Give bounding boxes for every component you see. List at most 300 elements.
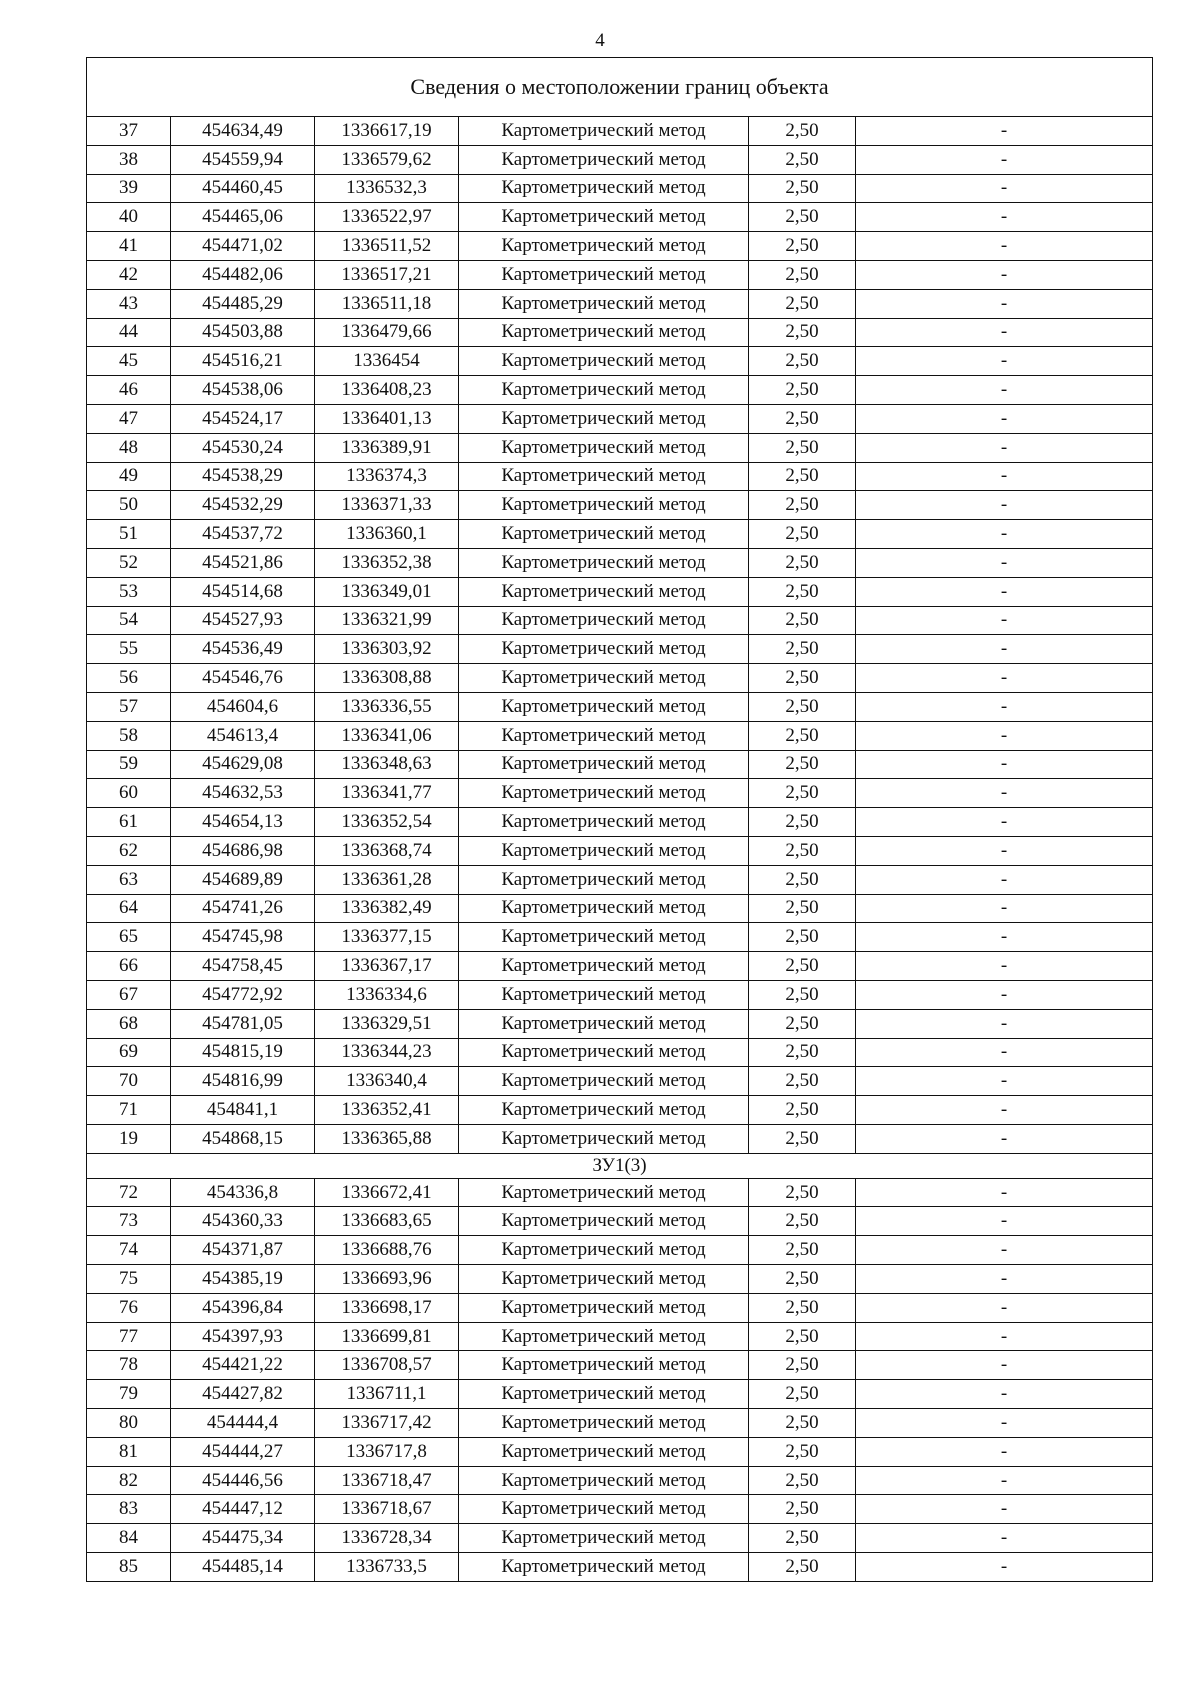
- table-row: [87, 1322, 1153, 1351]
- table-row: [87, 1067, 1153, 1096]
- point-number-cell: 39: [87, 174, 171, 203]
- description-cell: -: [856, 606, 1153, 635]
- table-row: [87, 635, 1153, 664]
- y-coordinate-cell: 1336377,15: [315, 923, 459, 952]
- x-coordinate-cell: 454444,4: [171, 1409, 315, 1438]
- y-coordinate-cell: 1336454: [315, 347, 459, 376]
- description-cell: -: [856, 1009, 1153, 1038]
- x-coordinate-cell: 454816,99: [171, 1067, 315, 1096]
- point-number-cell: 46: [87, 376, 171, 405]
- method-cell: Картометрический метод: [459, 923, 749, 952]
- x-coordinate-cell: 454741,26: [171, 894, 315, 923]
- table-row: [87, 808, 1153, 837]
- point-number-cell: 60: [87, 779, 171, 808]
- x-coordinate-cell: 454686,98: [171, 836, 315, 865]
- y-coordinate-cell: 1336579,62: [315, 145, 459, 174]
- accuracy-cell: 2,50: [749, 1038, 856, 1067]
- description-cell: -: [856, 318, 1153, 347]
- description-cell: -: [856, 203, 1153, 232]
- accuracy-cell: 2,50: [749, 606, 856, 635]
- description-cell: -: [856, 1236, 1153, 1265]
- method-cell: Картометрический метод: [459, 1437, 749, 1466]
- table-row: [87, 520, 1153, 549]
- description-cell: -: [856, 1437, 1153, 1466]
- y-coordinate-cell: 1336349,01: [315, 577, 459, 606]
- method-cell: Картометрический метод: [459, 1409, 749, 1438]
- y-coordinate-cell: 1336683,65: [315, 1207, 459, 1236]
- y-coordinate-cell: 1336329,51: [315, 1009, 459, 1038]
- accuracy-cell: 2,50: [749, 1265, 856, 1294]
- method-cell: Картометрический метод: [459, 260, 749, 289]
- accuracy-cell: 2,50: [749, 808, 856, 837]
- method-cell: Картометрический метод: [459, 750, 749, 779]
- point-number-cell: 19: [87, 1124, 171, 1153]
- table-row: [87, 117, 1153, 146]
- x-coordinate-cell: 454475,34: [171, 1524, 315, 1553]
- table-row: [87, 952, 1153, 981]
- x-coordinate-cell: 454485,14: [171, 1553, 315, 1582]
- point-number-cell: 66: [87, 952, 171, 981]
- method-cell: Картометрический метод: [459, 721, 749, 750]
- y-coordinate-cell: 1336717,42: [315, 1409, 459, 1438]
- y-coordinate-cell: 1336733,5: [315, 1553, 459, 1582]
- method-cell: Картометрический метод: [459, 1124, 749, 1153]
- x-coordinate-cell: 454527,93: [171, 606, 315, 635]
- description-cell: -: [856, 894, 1153, 923]
- point-number-cell: 83: [87, 1495, 171, 1524]
- point-number-cell: 62: [87, 836, 171, 865]
- table-row: [87, 1124, 1153, 1153]
- point-number-cell: 44: [87, 318, 171, 347]
- point-number-cell: 80: [87, 1409, 171, 1438]
- page-number: 4: [595, 30, 605, 51]
- accuracy-cell: 2,50: [749, 1009, 856, 1038]
- table-row: [87, 779, 1153, 808]
- accuracy-cell: 2,50: [749, 980, 856, 1009]
- method-cell: Картометрический метод: [459, 1067, 749, 1096]
- accuracy-cell: 2,50: [749, 260, 856, 289]
- method-cell: Картометрический метод: [459, 952, 749, 981]
- accuracy-cell: 2,50: [749, 1178, 856, 1207]
- x-coordinate-cell: 454745,98: [171, 923, 315, 952]
- table-row: [87, 203, 1153, 232]
- y-coordinate-cell: 1336365,88: [315, 1124, 459, 1153]
- x-coordinate-cell: 454868,15: [171, 1124, 315, 1153]
- accuracy-cell: 2,50: [749, 1524, 856, 1553]
- method-cell: Картометрический метод: [459, 664, 749, 693]
- y-coordinate-cell: 1336389,91: [315, 433, 459, 462]
- method-cell: Картометрический метод: [459, 433, 749, 462]
- point-number-cell: 79: [87, 1380, 171, 1409]
- y-coordinate-cell: 1336308,88: [315, 664, 459, 693]
- point-number-cell: 85: [87, 1553, 171, 1582]
- accuracy-cell: 2,50: [749, 865, 856, 894]
- x-coordinate-cell: 454654,13: [171, 808, 315, 837]
- description-cell: -: [856, 779, 1153, 808]
- description-cell: -: [856, 664, 1153, 693]
- table-row: [87, 1466, 1153, 1495]
- point-number-cell: 40: [87, 203, 171, 232]
- table-row: [87, 318, 1153, 347]
- x-coordinate-cell: 454465,06: [171, 203, 315, 232]
- table-row: [87, 1409, 1153, 1438]
- method-cell: Картометрический метод: [459, 779, 749, 808]
- point-number-cell: 50: [87, 491, 171, 520]
- y-coordinate-cell: 1336340,4: [315, 1067, 459, 1096]
- point-number-cell: 65: [87, 923, 171, 952]
- y-coordinate-cell: 1336672,41: [315, 1178, 459, 1207]
- table-row: [87, 923, 1153, 952]
- accuracy-cell: 2,50: [749, 779, 856, 808]
- method-cell: Картометрический метод: [459, 1322, 749, 1351]
- description-cell: -: [856, 117, 1153, 146]
- table-row: [87, 347, 1153, 376]
- x-coordinate-cell: 454360,33: [171, 1207, 315, 1236]
- table-row: [87, 232, 1153, 261]
- point-number-cell: 84: [87, 1524, 171, 1553]
- table-row: [87, 289, 1153, 318]
- method-cell: Картометрический метод: [459, 836, 749, 865]
- accuracy-cell: 2,50: [749, 145, 856, 174]
- table-row: [87, 1495, 1153, 1524]
- x-coordinate-cell: 454841,1: [171, 1096, 315, 1125]
- x-coordinate-cell: 454336,8: [171, 1178, 315, 1207]
- table-row: [87, 664, 1153, 693]
- y-coordinate-cell: 1336479,66: [315, 318, 459, 347]
- table-row: [87, 865, 1153, 894]
- point-number-cell: 55: [87, 635, 171, 664]
- description-cell: -: [856, 836, 1153, 865]
- y-coordinate-cell: 1336718,67: [315, 1495, 459, 1524]
- accuracy-cell: 2,50: [749, 836, 856, 865]
- table-row: [87, 1096, 1153, 1125]
- description-cell: -: [856, 548, 1153, 577]
- x-coordinate-cell: 454427,82: [171, 1380, 315, 1409]
- table-row: [87, 836, 1153, 865]
- accuracy-cell: 2,50: [749, 1293, 856, 1322]
- y-coordinate-cell: 1336522,97: [315, 203, 459, 232]
- y-coordinate-cell: 1336341,06: [315, 721, 459, 750]
- accuracy-cell: 2,50: [749, 232, 856, 261]
- description-cell: -: [856, 1553, 1153, 1582]
- accuracy-cell: 2,50: [749, 1380, 856, 1409]
- accuracy-cell: 2,50: [749, 548, 856, 577]
- y-coordinate-cell: 1336688,76: [315, 1236, 459, 1265]
- description-cell: -: [856, 750, 1153, 779]
- method-cell: Картометрический метод: [459, 1293, 749, 1322]
- description-cell: -: [856, 1495, 1153, 1524]
- table-row: [87, 548, 1153, 577]
- boundary-coordinates-table: [86, 57, 1153, 1582]
- x-coordinate-cell: 454815,19: [171, 1038, 315, 1067]
- accuracy-cell: 2,50: [749, 952, 856, 981]
- method-cell: Картометрический метод: [459, 692, 749, 721]
- method-cell: Картометрический метод: [459, 1178, 749, 1207]
- y-coordinate-cell: 1336517,21: [315, 260, 459, 289]
- accuracy-cell: 2,50: [749, 117, 856, 146]
- accuracy-cell: 2,50: [749, 1437, 856, 1466]
- method-cell: Картометрический метод: [459, 347, 749, 376]
- table-row: [87, 894, 1153, 923]
- y-coordinate-cell: 1336352,38: [315, 548, 459, 577]
- accuracy-cell: 2,50: [749, 1124, 856, 1153]
- y-coordinate-cell: 1336728,34: [315, 1524, 459, 1553]
- x-coordinate-cell: 454371,87: [171, 1236, 315, 1265]
- point-number-cell: 68: [87, 1009, 171, 1038]
- x-coordinate-cell: 454444,27: [171, 1437, 315, 1466]
- description-cell: -: [856, 1524, 1153, 1553]
- point-number-cell: 77: [87, 1322, 171, 1351]
- y-coordinate-cell: 1336361,28: [315, 865, 459, 894]
- description-cell: -: [856, 433, 1153, 462]
- method-cell: Картометрический метод: [459, 232, 749, 261]
- accuracy-cell: 2,50: [749, 923, 856, 952]
- description-cell: -: [856, 1067, 1153, 1096]
- x-coordinate-cell: 454538,29: [171, 462, 315, 491]
- table-row: [87, 721, 1153, 750]
- x-coordinate-cell: 454521,86: [171, 548, 315, 577]
- point-number-cell: 71: [87, 1096, 171, 1125]
- y-coordinate-cell: 1336334,6: [315, 980, 459, 1009]
- description-cell: -: [856, 462, 1153, 491]
- description-cell: -: [856, 289, 1153, 318]
- description-cell: -: [856, 1038, 1153, 1067]
- method-cell: Картометрический метод: [459, 462, 749, 491]
- accuracy-cell: 2,50: [749, 318, 856, 347]
- x-coordinate-cell: 454514,68: [171, 577, 315, 606]
- table-row: [87, 1351, 1153, 1380]
- table-row: [87, 1038, 1153, 1067]
- accuracy-cell: 2,50: [749, 347, 856, 376]
- y-coordinate-cell: 1336336,55: [315, 692, 459, 721]
- point-number-cell: 67: [87, 980, 171, 1009]
- point-number-cell: 82: [87, 1466, 171, 1495]
- point-number-cell: 78: [87, 1351, 171, 1380]
- x-coordinate-cell: 454397,93: [171, 1322, 315, 1351]
- accuracy-cell: 2,50: [749, 376, 856, 405]
- y-coordinate-cell: 1336368,74: [315, 836, 459, 865]
- point-number-cell: 51: [87, 520, 171, 549]
- method-cell: Картометрический метод: [459, 1495, 749, 1524]
- table-row: [87, 750, 1153, 779]
- accuracy-cell: 2,50: [749, 1495, 856, 1524]
- y-coordinate-cell: 1336718,47: [315, 1466, 459, 1495]
- table-title-row: [87, 58, 1153, 117]
- table-row: [87, 577, 1153, 606]
- description-cell: -: [856, 1293, 1153, 1322]
- description-cell: -: [856, 260, 1153, 289]
- accuracy-cell: 2,50: [749, 174, 856, 203]
- y-coordinate-cell: 1336352,41: [315, 1096, 459, 1125]
- method-cell: Картометрический метод: [459, 1553, 749, 1582]
- method-cell: Картометрический метод: [459, 1236, 749, 1265]
- y-coordinate-cell: 1336693,96: [315, 1265, 459, 1294]
- section-header-row: [87, 1153, 1153, 1178]
- description-cell: -: [856, 865, 1153, 894]
- x-coordinate-cell: 454538,06: [171, 376, 315, 405]
- accuracy-cell: 2,50: [749, 577, 856, 606]
- method-cell: Картометрический метод: [459, 376, 749, 405]
- accuracy-cell: 2,50: [749, 404, 856, 433]
- y-coordinate-cell: 1336717,8: [315, 1437, 459, 1466]
- x-coordinate-cell: 454396,84: [171, 1293, 315, 1322]
- table-row: [87, 1380, 1153, 1409]
- method-cell: Картометрический метод: [459, 404, 749, 433]
- point-number-cell: 52: [87, 548, 171, 577]
- x-coordinate-cell: 454632,53: [171, 779, 315, 808]
- accuracy-cell: 2,50: [749, 289, 856, 318]
- y-coordinate-cell: 1336532,3: [315, 174, 459, 203]
- method-cell: Картометрический метод: [459, 548, 749, 577]
- description-cell: -: [856, 1322, 1153, 1351]
- accuracy-cell: 2,50: [749, 1409, 856, 1438]
- method-cell: Картометрический метод: [459, 145, 749, 174]
- method-cell: Картометрический метод: [459, 1009, 749, 1038]
- description-cell: -: [856, 1096, 1153, 1125]
- y-coordinate-cell: 1336344,23: [315, 1038, 459, 1067]
- point-number-cell: 64: [87, 894, 171, 923]
- description-cell: -: [856, 1409, 1153, 1438]
- point-number-cell: 59: [87, 750, 171, 779]
- point-number-cell: 49: [87, 462, 171, 491]
- x-coordinate-cell: 454758,45: [171, 952, 315, 981]
- table-row: [87, 1178, 1153, 1207]
- x-coordinate-cell: 454421,22: [171, 1351, 315, 1380]
- description-cell: -: [856, 808, 1153, 837]
- method-cell: Картометрический метод: [459, 1096, 749, 1125]
- y-coordinate-cell: 1336617,19: [315, 117, 459, 146]
- point-number-cell: 72: [87, 1178, 171, 1207]
- accuracy-cell: 2,50: [749, 750, 856, 779]
- method-cell: Картометрический метод: [459, 635, 749, 664]
- x-coordinate-cell: 454537,72: [171, 520, 315, 549]
- description-cell: -: [856, 980, 1153, 1009]
- accuracy-cell: 2,50: [749, 520, 856, 549]
- point-number-cell: 37: [87, 117, 171, 146]
- method-cell: Картометрический метод: [459, 894, 749, 923]
- description-cell: -: [856, 174, 1153, 203]
- point-number-cell: 75: [87, 1265, 171, 1294]
- description-cell: -: [856, 145, 1153, 174]
- x-coordinate-cell: 454503,88: [171, 318, 315, 347]
- table-row: [87, 1553, 1153, 1582]
- table-row: [87, 1207, 1153, 1236]
- x-coordinate-cell: 454629,08: [171, 750, 315, 779]
- accuracy-cell: 2,50: [749, 462, 856, 491]
- point-number-cell: 81: [87, 1437, 171, 1466]
- point-number-cell: 41: [87, 232, 171, 261]
- y-coordinate-cell: 1336352,54: [315, 808, 459, 837]
- accuracy-cell: 2,50: [749, 1351, 856, 1380]
- description-cell: -: [856, 1466, 1153, 1495]
- description-cell: -: [856, 577, 1153, 606]
- y-coordinate-cell: 1336303,92: [315, 635, 459, 664]
- description-cell: -: [856, 491, 1153, 520]
- accuracy-cell: 2,50: [749, 203, 856, 232]
- y-coordinate-cell: 1336382,49: [315, 894, 459, 923]
- y-coordinate-cell: 1336698,17: [315, 1293, 459, 1322]
- point-number-cell: 45: [87, 347, 171, 376]
- point-number-cell: 61: [87, 808, 171, 837]
- accuracy-cell: 2,50: [749, 1322, 856, 1351]
- y-coordinate-cell: 1336708,57: [315, 1351, 459, 1380]
- accuracy-cell: 2,50: [749, 664, 856, 693]
- table-row: [87, 1265, 1153, 1294]
- x-coordinate-cell: 454446,56: [171, 1466, 315, 1495]
- y-coordinate-cell: 1336341,77: [315, 779, 459, 808]
- description-cell: -: [856, 1265, 1153, 1294]
- method-cell: Картометрический метод: [459, 491, 749, 520]
- y-coordinate-cell: 1336371,33: [315, 491, 459, 520]
- y-coordinate-cell: 1336408,23: [315, 376, 459, 405]
- table-row: [87, 1236, 1153, 1265]
- description-cell: -: [856, 347, 1153, 376]
- x-coordinate-cell: 454604,6: [171, 692, 315, 721]
- x-coordinate-cell: 454447,12: [171, 1495, 315, 1524]
- description-cell: -: [856, 692, 1153, 721]
- method-cell: Картометрический метод: [459, 1207, 749, 1236]
- method-cell: Картометрический метод: [459, 520, 749, 549]
- method-cell: Картометрический метод: [459, 606, 749, 635]
- method-cell: Картометрический метод: [459, 980, 749, 1009]
- accuracy-cell: 2,50: [749, 1207, 856, 1236]
- table-row: [87, 1437, 1153, 1466]
- table-row: [87, 491, 1153, 520]
- table-row: [87, 1009, 1153, 1038]
- method-cell: Картометрический метод: [459, 1466, 749, 1495]
- x-coordinate-cell: 454536,49: [171, 635, 315, 664]
- method-cell: Картометрический метод: [459, 1038, 749, 1067]
- x-coordinate-cell: 454530,24: [171, 433, 315, 462]
- y-coordinate-cell: 1336374,3: [315, 462, 459, 491]
- description-cell: -: [856, 923, 1153, 952]
- point-number-cell: 54: [87, 606, 171, 635]
- accuracy-cell: 2,50: [749, 1096, 856, 1125]
- method-cell: Картометрический метод: [459, 289, 749, 318]
- point-number-cell: 58: [87, 721, 171, 750]
- accuracy-cell: 2,50: [749, 491, 856, 520]
- x-coordinate-cell: 454559,94: [171, 145, 315, 174]
- y-coordinate-cell: 1336348,63: [315, 750, 459, 779]
- table-row: [87, 606, 1153, 635]
- x-coordinate-cell: 454546,76: [171, 664, 315, 693]
- method-cell: Картометрический метод: [459, 1380, 749, 1409]
- table-row: [87, 462, 1153, 491]
- table-row: [87, 433, 1153, 462]
- description-cell: -: [856, 952, 1153, 981]
- point-number-cell: 38: [87, 145, 171, 174]
- x-coordinate-cell: 454689,89: [171, 865, 315, 894]
- y-coordinate-cell: 1336367,17: [315, 952, 459, 981]
- x-coordinate-cell: 454532,29: [171, 491, 315, 520]
- method-cell: Картометрический метод: [459, 1351, 749, 1380]
- section-label: ЗУ1(3): [87, 1153, 1153, 1178]
- x-coordinate-cell: 454516,21: [171, 347, 315, 376]
- accuracy-cell: 2,50: [749, 692, 856, 721]
- table-row: [87, 980, 1153, 1009]
- accuracy-cell: 2,50: [749, 721, 856, 750]
- point-number-cell: 48: [87, 433, 171, 462]
- point-number-cell: 69: [87, 1038, 171, 1067]
- method-cell: Картометрический метод: [459, 1524, 749, 1553]
- table-row: [87, 376, 1153, 405]
- description-cell: -: [856, 1207, 1153, 1236]
- method-cell: Картометрический метод: [459, 1265, 749, 1294]
- point-number-cell: 43: [87, 289, 171, 318]
- description-cell: -: [856, 232, 1153, 261]
- table-row: [87, 1524, 1153, 1553]
- point-number-cell: 63: [87, 865, 171, 894]
